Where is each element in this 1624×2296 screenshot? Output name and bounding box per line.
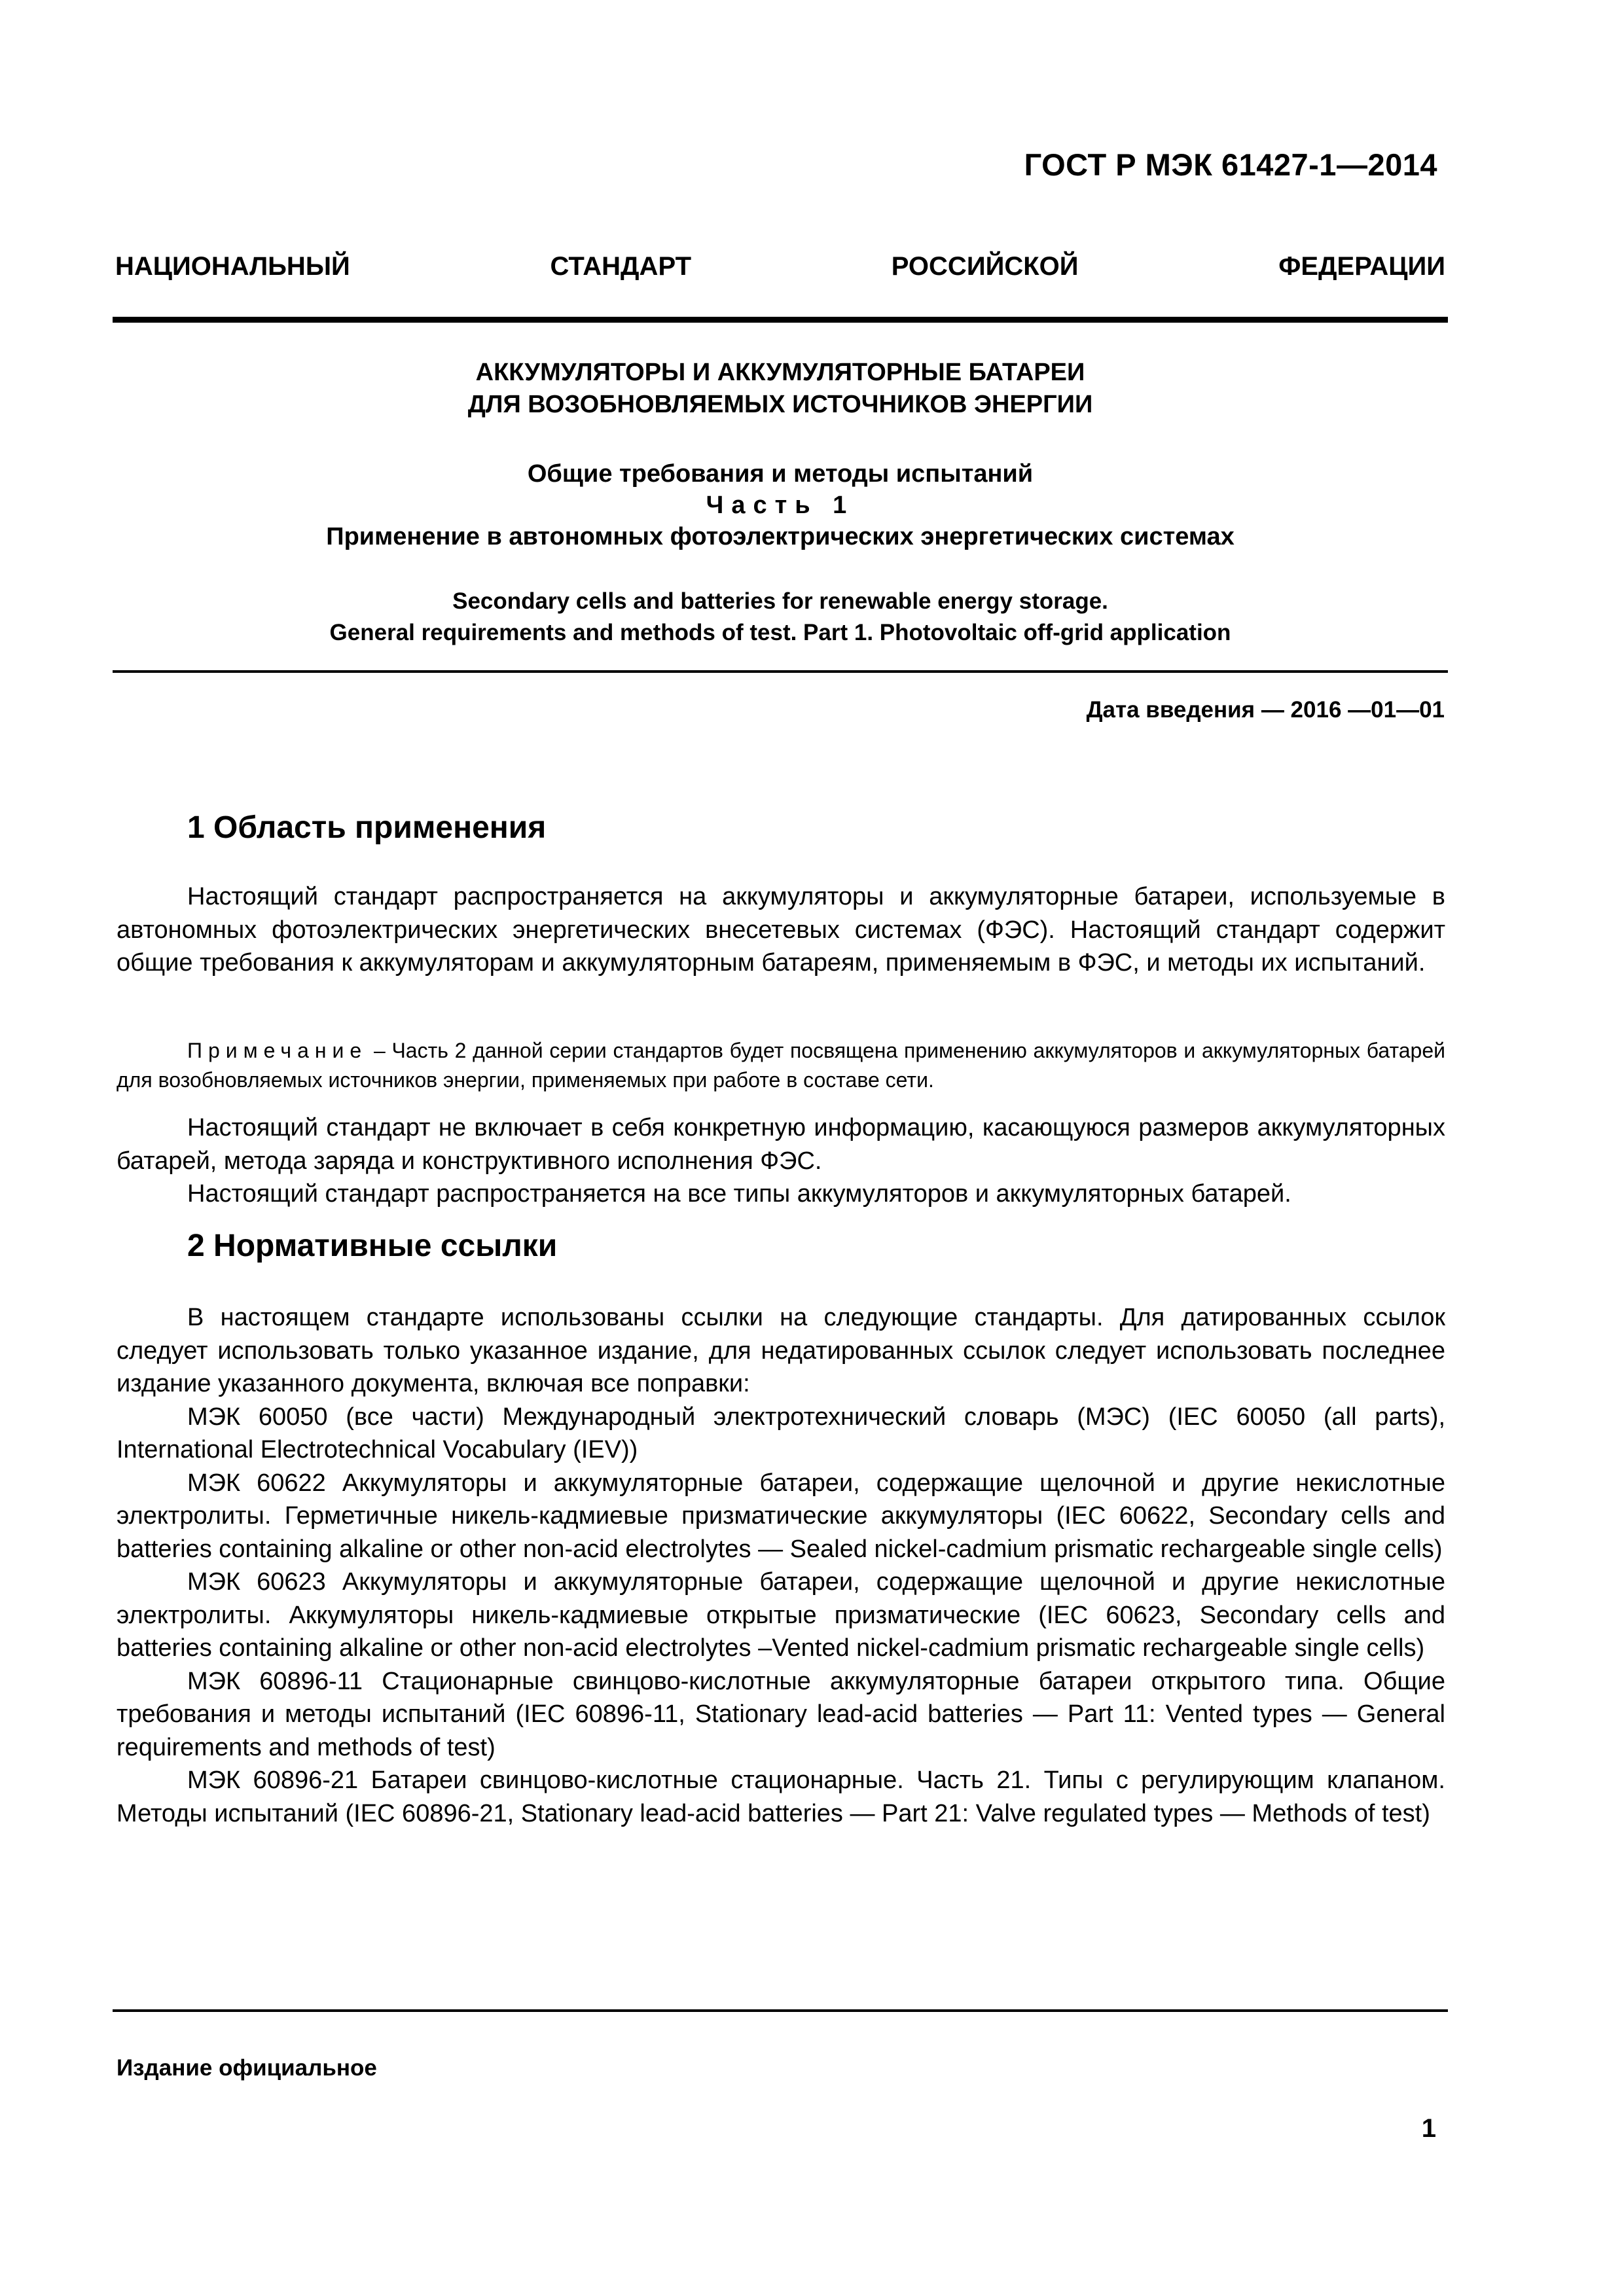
section-1-paragraph xyxy=(117,1111,1445,1211)
english-title-line: Secondary cells and batteries for renewable energy storage. xyxy=(452,588,1108,614)
subtitle-line: Общие требования и методы испытаний xyxy=(527,460,1034,488)
scope-paragraph: Настоящий стандарт не включает в себя конкретную информацию, касающуюся размеров аккумуляторных батарей, метода заряда и конструктивного исполнения ФЭС. xyxy=(117,1114,1445,1175)
official-edition-label: Издание официальное xyxy=(117,2055,377,2081)
english-title xyxy=(113,586,1448,649)
introduction-date: Дата введения — 2016 —01—01 xyxy=(1086,697,1445,723)
section-2-body xyxy=(117,1301,1445,1830)
reference-item: МЭК 60050 (все части) Международный электротехнический словарь (МЭС) (IEC 60050 (all parts), International Electrotechnical Vocabulary (IEV)) xyxy=(117,1403,1445,1463)
scope-paragraph: Настоящий стандарт распространяется на аккумуляторы и аккумуляторные батареи, используемые в автономных фотоэлектрических энергетических внесетевых системах (ФЭС). Настоящий стандарт содержит общие требования к аккумуляторам и аккумуляторным батареям, применяемым в ФЭС, и методы их испытаний. xyxy=(117,883,1445,977)
note-paragraph xyxy=(117,1036,1445,1095)
reference-item: МЭК 60623 Аккумуляторы и аккумуляторные батареи, содержащие щелочной и другие некислотные электролиты. Аккумуляторы никель-кадмиевые открытые призматические (IEC 60623, Secondary cells and batteries containing alkaline or other non-acid electrolytes –Vented nickel-cadmium prismatic rechargeable single cells) xyxy=(117,1568,1445,1662)
reference-item: МЭК 60896-11 Стационарные свинцово-кислотные аккумуляторные батареи открытого типа. Общие требования и методы испытаний (IEC 60896-11, Stationary lead-acid batteries — Part 11: Vented types — General requirements and methods of test) xyxy=(117,1667,1445,1761)
main-title xyxy=(113,357,1448,421)
note-text: – Часть 2 данной серии стандартов будет посвящена применению аккумуляторов и аккумуляторных батарей для возобновляемых источников энергии, применяемых при работе в составе сети. xyxy=(117,1039,1445,1092)
main-title-line: ДЛЯ ВОЗОБНОВЛЯЕМЫХ ИСТОЧНИКОВ ЭНЕРГИИ xyxy=(467,391,1093,418)
section-1-paragraph xyxy=(117,880,1445,980)
scope-paragraph: Настоящий стандарт распространяется на все типы аккумуляторов и аккумуляторных батарей. xyxy=(187,1180,1291,1208)
subtitle xyxy=(113,458,1448,552)
section-2-heading: 2 Нормативные ссылки xyxy=(187,1229,558,1263)
national-standard-banner: НАЦИОНАЛЬНЫЙ СТАНДАРТ РОССИЙСКОЙ ФЕДЕРАЦИИ xyxy=(115,252,1445,281)
reference-item: МЭК 60896-21 Батареи свинцово-кислотные стационарные. Часть 21. Типы с регулирующим клапаном. Методы испытаний (IEC 60896-21, Stationary lead-acid batteries — Part 21: Valve regulated types — Methods of test) xyxy=(117,1767,1445,1827)
subtitle-line: Применение в автономных фотоэлектрических энергетических системах xyxy=(326,523,1235,550)
references-intro: В настоящем стандарте использованы ссылки на следующие стандарты. Для датированных ссылок следует использовать только указанное издание, для недатированных ссылок следует использовать последнее издание указанного документа, включая все поправки: xyxy=(117,1304,1445,1397)
footer-divider xyxy=(113,2009,1448,2012)
main-title-line: АККУМУЛЯТОРЫ И АККУМУЛЯТОРНЫЕ БАТАРЕИ xyxy=(475,359,1085,386)
page-number: 1 xyxy=(1421,2114,1436,2143)
section-1-note xyxy=(117,1036,1445,1095)
english-title-line: General requirements and methods of test. Part 1. Photovoltaic off-grid application xyxy=(329,620,1231,645)
header-divider xyxy=(113,317,1448,323)
part-label: Часть 1 xyxy=(706,492,855,519)
reference-item: МЭК 60622 Аккумуляторы и аккумуляторные батареи, содержащие щелочной и другие некислотные электролиты. Герметичные никель-кадмиевые призматические аккумуляторы (IEC 60622, Secondary cells and batteries containing alkaline or other non-acid electrolytes — Sealed nickel-cadmium prismatic rechargeable single cells) xyxy=(117,1469,1445,1563)
title-divider xyxy=(113,670,1448,673)
note-lead: Примечание xyxy=(187,1039,368,1062)
document-number: ГОСТ Р МЭК 61427-1—2014 xyxy=(1024,147,1437,182)
section-1-heading: 1 Область применения xyxy=(187,810,547,845)
